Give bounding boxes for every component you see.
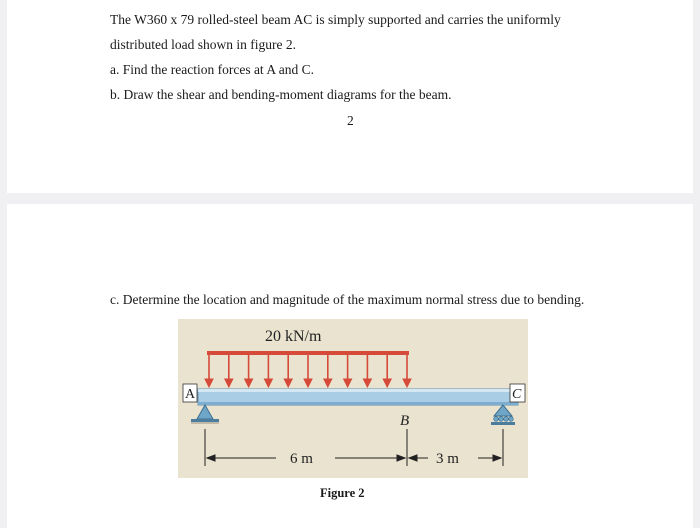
- figure-caption: Figure 2: [320, 486, 365, 500]
- document-page-1: [7, 0, 693, 193]
- problem-statement-line-2: distributed load shown in figure 2.: [110, 37, 296, 52]
- beam-figure: [178, 319, 528, 478]
- beam-diagram: [178, 319, 528, 478]
- document-page-2: [7, 204, 693, 528]
- span-ab-label: 6 m: [290, 451, 313, 467]
- load-label: 20 kN/m: [265, 328, 322, 345]
- page-number: 2: [347, 113, 354, 128]
- label-a: A: [185, 387, 196, 402]
- span-bc-label: 3 m: [436, 451, 459, 467]
- label-c: C: [512, 387, 522, 402]
- beam-bottom-flange: [198, 402, 518, 405]
- beam-top-flange: [198, 389, 518, 392]
- question-part-b: b. Draw the shear and bending-moment diagrams for the beam.: [110, 87, 452, 102]
- question-part-a: a. Find the reaction forces at A and C.: [110, 62, 314, 77]
- question-part-c: c. Determine the location and magnitude of the maximum normal stress due to bending.: [110, 292, 585, 307]
- label-b: B: [400, 413, 410, 429]
- problem-statement-line-1: The W360 x 79 rolled-steel beam AC is simply supported and carries the uniformly: [110, 12, 561, 27]
- beam: [198, 389, 518, 405]
